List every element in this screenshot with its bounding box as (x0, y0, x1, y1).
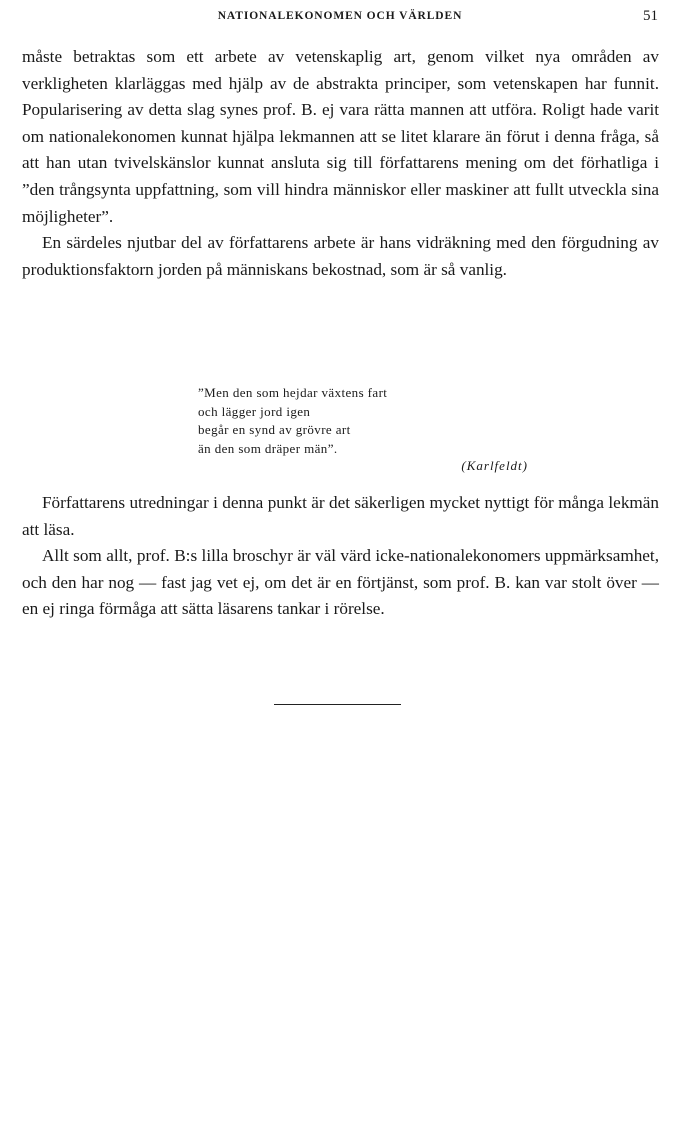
page-number: 51 (643, 8, 658, 24)
poem-attribution: (Karlfeldt) (461, 458, 528, 473)
poem-quote (198, 384, 528, 476)
section-end-rule (274, 704, 401, 705)
poem-line: begår en synd av grövre art (198, 422, 351, 437)
body-text-bottom (22, 490, 659, 623)
paragraph: Allt som allt, prof. B:s lilla broschyr är väl värd icke-nationalekonomers uppmärksamhet, och den har nog — fast jag vet ej, om det är en förtjänst, som prof. B. kan var stolt över — en ej ringa förmåga att sätta läsarens tankar i rörelse. (22, 546, 659, 619)
page-header (0, 8, 680, 30)
paragraph: Författarens utredningar i denna punkt är det säkerligen mycket nyttigt för många lekmän att läsa. (22, 493, 659, 539)
poem-line: än den som dräper män”. (198, 440, 338, 456)
paragraph: En särdeles njutbar del av författarens arbete är hans vidräkning med den förgudning av produktionsfaktorn jorden på människans bekostnad, som är så vanlig. (22, 233, 659, 279)
running-head: NATIONALEKONOMEN OCH VÄRLDEN (217, 10, 463, 22)
poem-line: ”Men den som hejdar växtens fart (198, 385, 388, 400)
poem-line: och lägger jord igen (198, 403, 311, 419)
paragraph: måste betraktas som ett arbete av vetenskaplig art, genom vilket nya områden av verkligheten klarläggas med hjälp av de abstrakta principer, som vetenskapen har funnit. Popularisering av detta slag synes prof. B. ej vara rätta mannen att utföra. Roligt hade varit om nationalekonomen kunnat hjälpa lekmannen att se litet klarare än förut i denna fråga, så att han utan tvivelskänslor kunnat ansluta sig till författarens mening om det förhatliga i ”den trångsynta uppfattning, som vill hindra människor eller maskiner att fullt utveckla sina möjligheter”. (22, 47, 659, 226)
body-text-top (22, 44, 659, 283)
